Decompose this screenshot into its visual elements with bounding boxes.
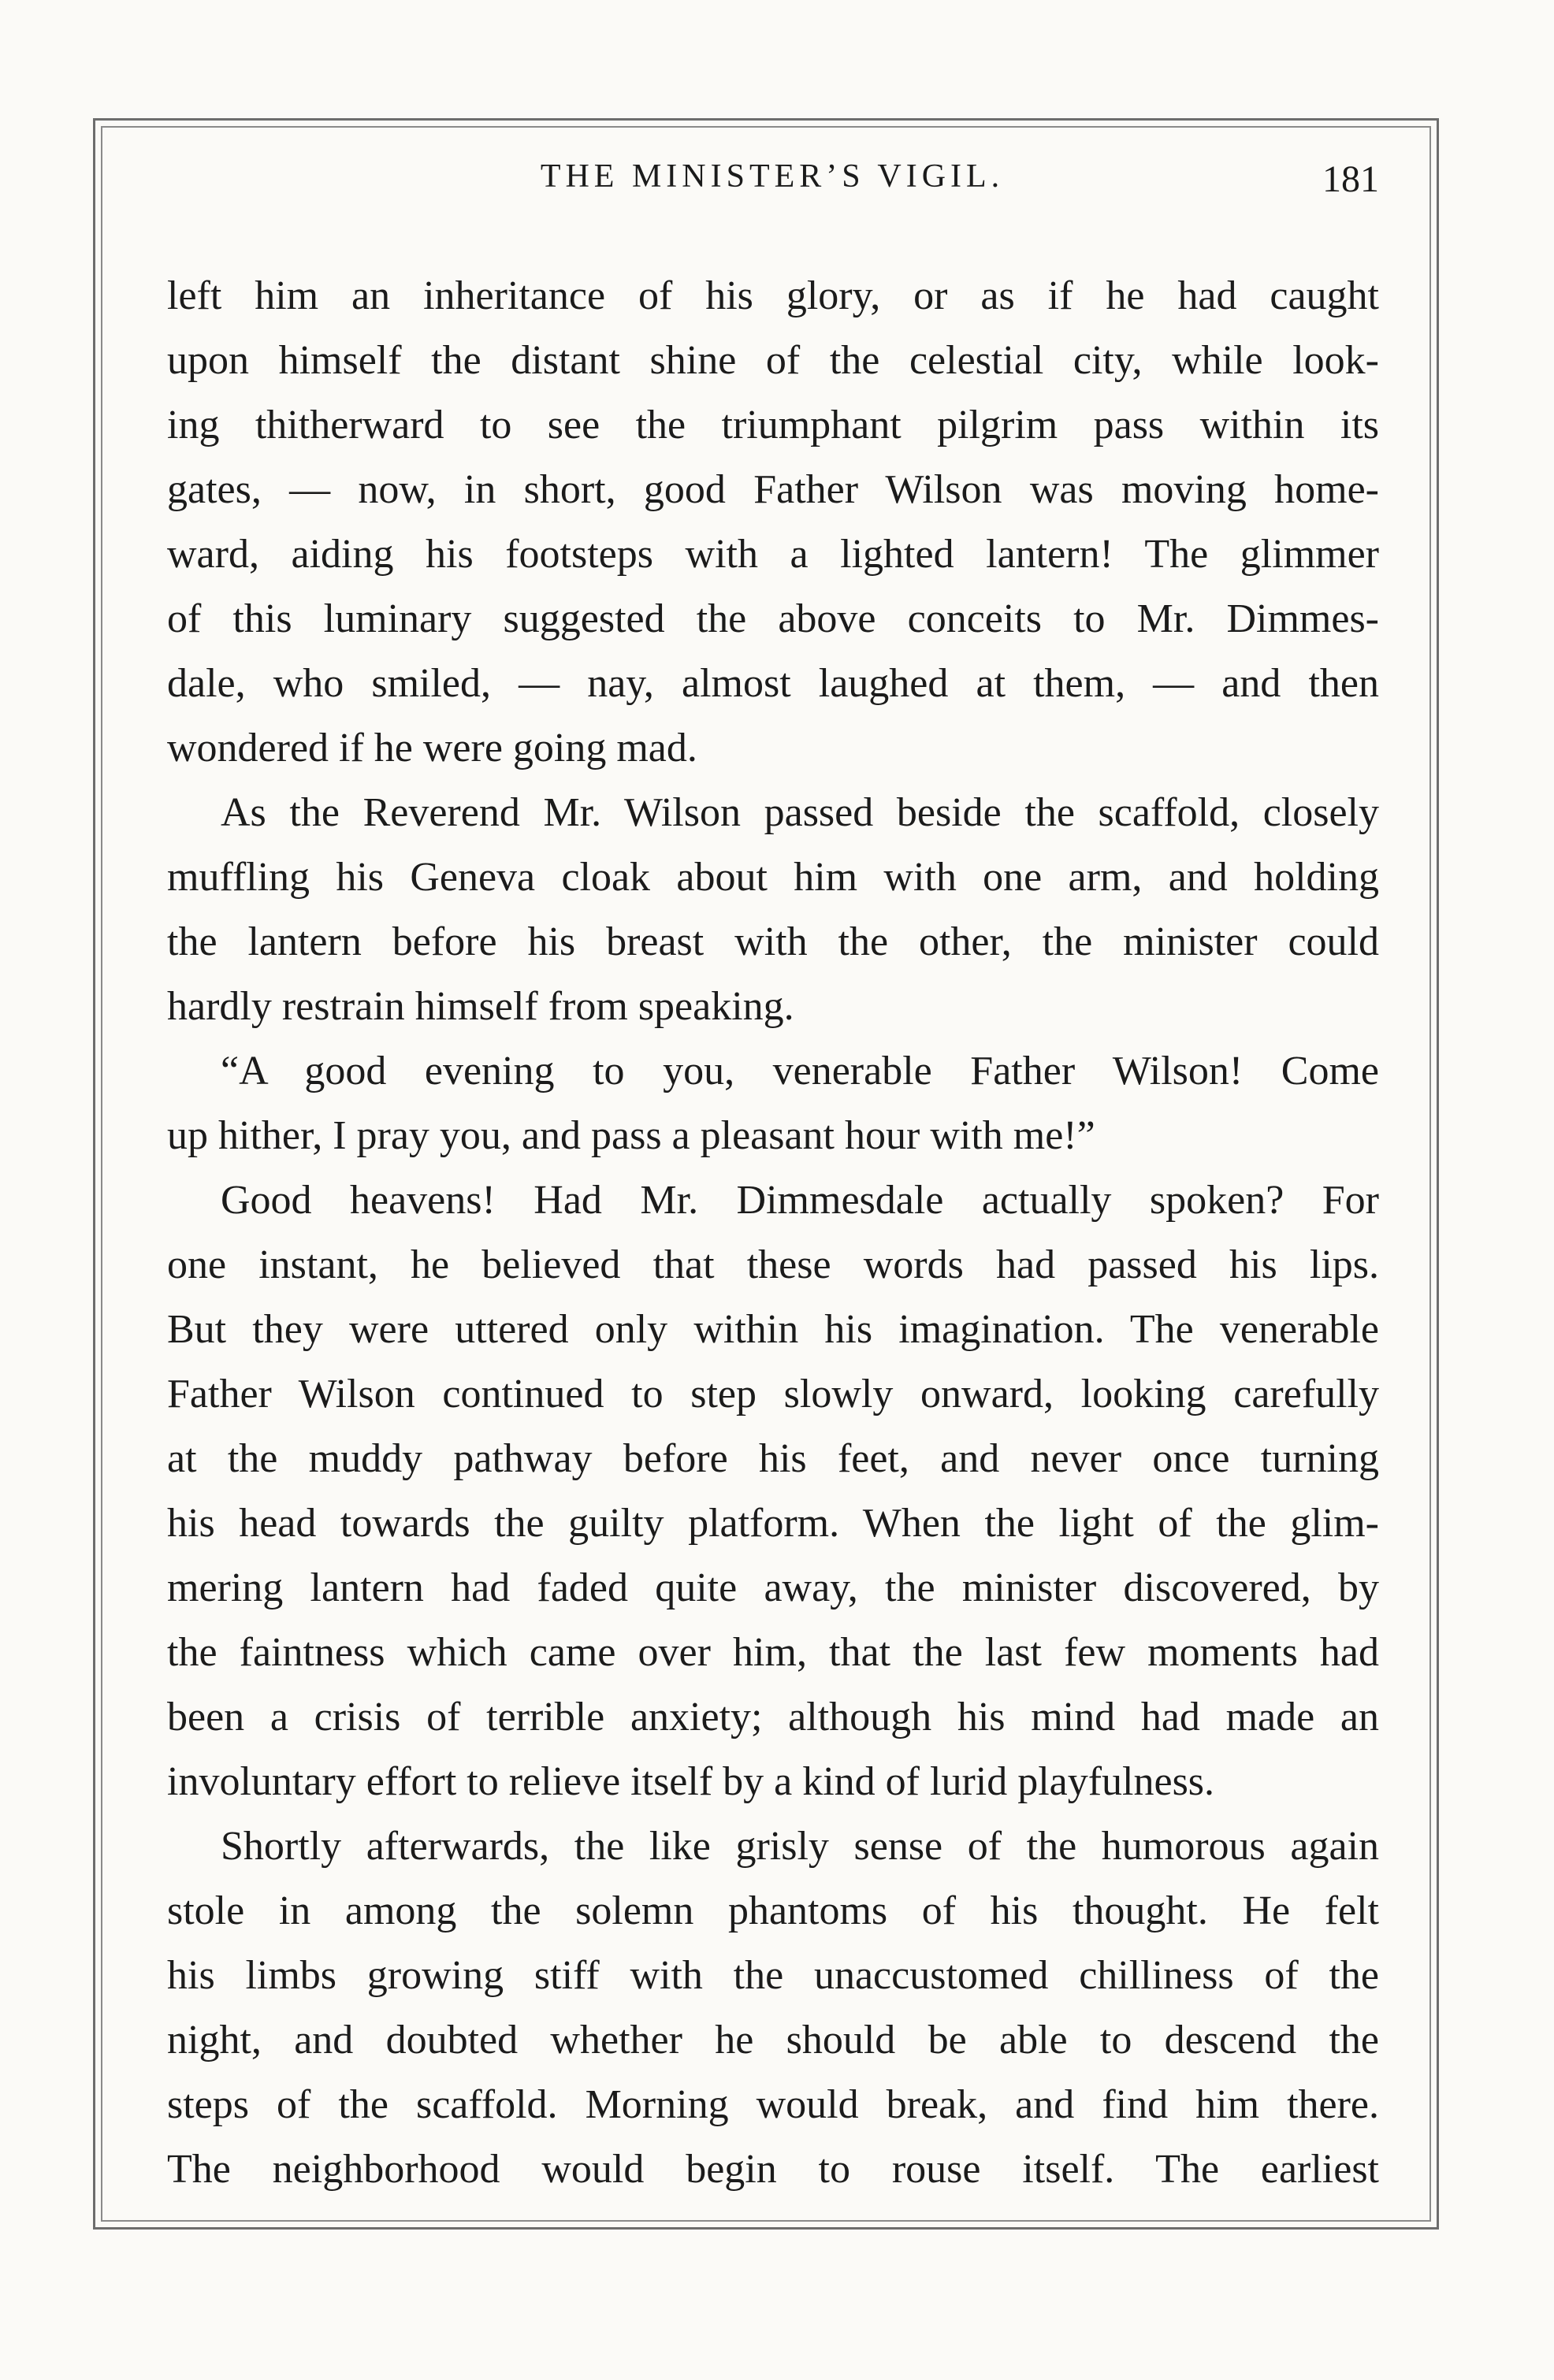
- text-line: been a crisis of terrible anxiety; although his mind had made an: [167, 1695, 1379, 1740]
- text-line: involuntary effort to relieve itself by a kind of lurid playfulness.: [167, 1759, 1215, 1804]
- text-line: one instant, he believed that these words had passed his lips.: [167, 1242, 1379, 1287]
- text-line: ward, aiding his footsteps with a lighted lantern! The glimmer: [167, 532, 1379, 577]
- text-line: ing thitherward to see the triumphant pilgrim pass within its: [167, 403, 1379, 447]
- running-head: [165, 158, 1379, 213]
- body-text: [167, 264, 1379, 2202]
- text-line: stole in among the solemn phantoms of his thought. He felt: [167, 1888, 1379, 1933]
- text-line: the lantern before his breast with the other, the minister could: [167, 919, 1379, 964]
- text-line: Good heavens! Had Mr. Dimmesdale actually spoken? For: [221, 1178, 1379, 1223]
- text-line: muffling his Geneva cloak about him with one arm, and holding: [167, 855, 1379, 900]
- text-line: But they were uttered only within his imagination. The venerable: [167, 1307, 1379, 1352]
- running-title: THE MINISTER’S VIGIL.: [540, 158, 1005, 195]
- text-line: at the muddy pathway before his feet, and never once turning: [167, 1436, 1379, 1481]
- text-line: gates, — now, in short, good Father Wilson was moving home-: [167, 467, 1379, 512]
- text-line: upon himself the distant shine of the celestial city, while look-: [167, 338, 1379, 383]
- text-line: hardly restrain himself from speaking.: [167, 984, 794, 1029]
- text-line: up hither, I pray you, and pass a pleasant hour with me!”: [167, 1113, 1095, 1158]
- page-number: 181: [1322, 158, 1379, 200]
- text-line: dale, who smiled, — nay, almost laughed at them, — and then: [167, 661, 1379, 706]
- text-line: his limbs growing stiff with the unaccustomed chilliness of the: [167, 1953, 1379, 1998]
- text-line: Shortly afterwards, the like grisly sense of the humorous again: [221, 1824, 1379, 1869]
- text-line: Father Wilson continued to step slowly onward, looking carefully: [167, 1372, 1379, 1416]
- text-line: mering lantern had faded quite away, the minister discovered, by: [167, 1565, 1379, 1610]
- text-line: night, and doubted whether he should be able to descend the: [167, 2018, 1379, 2063]
- text-line: his head towards the guilty platform. When the light of the glim-: [167, 1501, 1379, 1546]
- text-line: As the Reverend Mr. Wilson passed beside the scaffold, closely: [221, 790, 1379, 835]
- text-line: left him an inheritance of his glory, or as if he had caught: [167, 273, 1379, 318]
- text-line: “A good evening to you, venerable Father Wilson! Come: [221, 1049, 1379, 1093]
- text-line: wondered if he were going mad.: [167, 726, 697, 770]
- text-line: steps of the scaffold. Morning would break, and find him there.: [167, 2082, 1379, 2127]
- text-line: of this luminary suggested the above conceits to Mr. Dimmes-: [167, 596, 1379, 641]
- text-line: the faintness which came over him, that the last few moments had: [167, 1630, 1379, 1675]
- text-line: The neighborhood would begin to rouse itself. The earliest: [167, 2147, 1379, 2192]
